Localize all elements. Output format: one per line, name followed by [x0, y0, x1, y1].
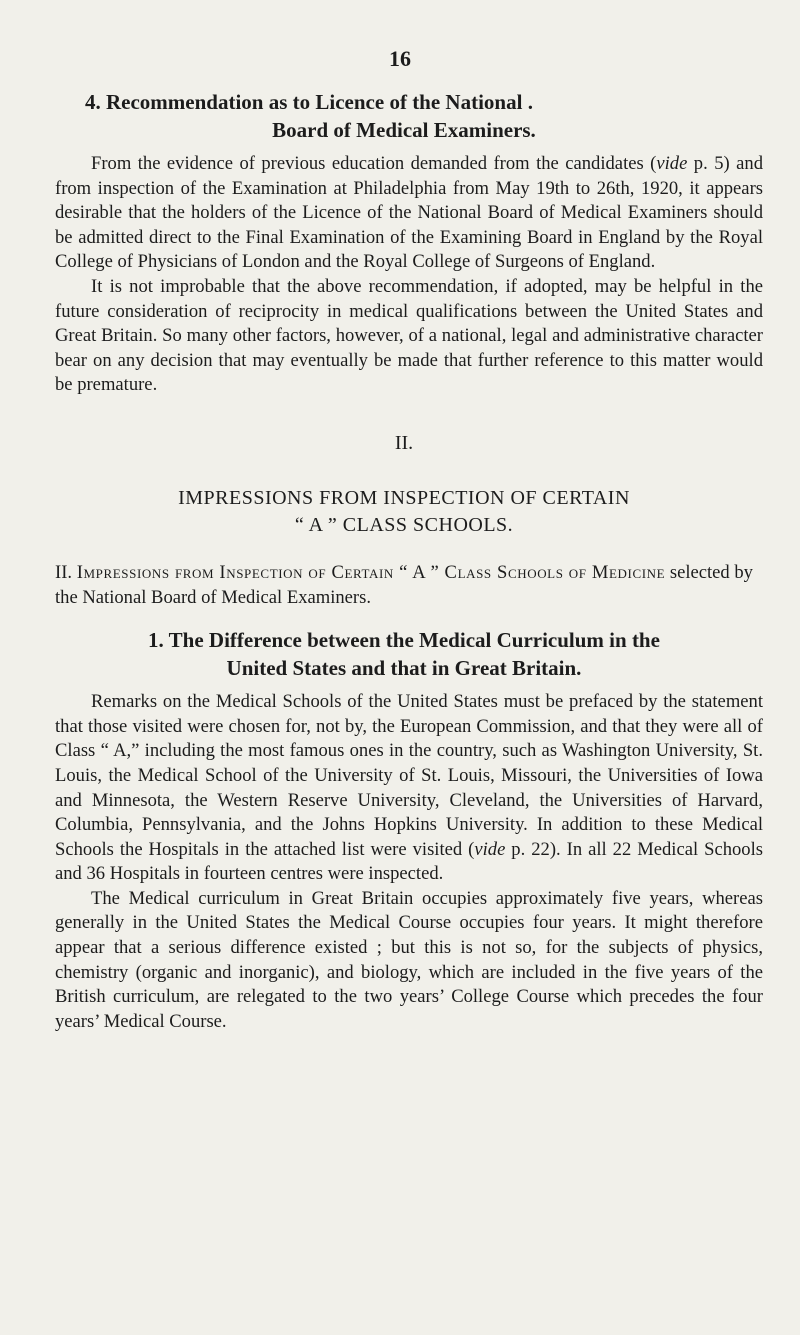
section-4-heading-line-2: Board of Medical Examiners.: [272, 118, 536, 142]
part-intro-rest: selected by the National Board of Medical Examiners.: [55, 561, 753, 608]
section-1-heading-line-1: 1. The Difference between the Medical Curriculum in the: [148, 628, 660, 653]
part-numeral: II.: [394, 431, 414, 454]
section-4-paragraph-2: It is not improbable that the above recommendation, if adopted, may be helpful in the future consideration of reciprocity in medical qualifications between the United States and Great Britain. So many other factors, however, of a national, legal and administrative character bear on any decision that may eventually be made that further reference to this matter would be premature.: [55, 275, 763, 396]
section-1-heading-line-2: United States and that in Great Britain.: [226, 656, 582, 681]
part-title: [45, 485, 763, 539]
section-1-p1-text-b: p. 22). In all 22 Medical Schools and 36 Hospitals in fourteen centres were inspected.: [55, 838, 763, 885]
section-4-p1-vide: vide: [656, 153, 688, 174]
part-intro-caps: Impressions from Inspection of Certain “ A ” Class Schools of Medicine: [76, 561, 666, 583]
part-intro: [45, 561, 763, 610]
page-content: [45, 88, 763, 1034]
section-1-paragraph-2: The Medical curriculum in Great Britain occupies approximately five years, whereas generally in the United States the Medical Course occupies four years. It might therefore appear that a serious difference existed ; but this is not so, for the subjects of physics, chemistry (organic and inorganic), and biology, which are included in the five years of the British curriculum, are relegated to the two years’ College Course which precedes the four years’ Medical Course.: [55, 887, 763, 1032]
section-1-heading: [45, 626, 763, 682]
section-4-p1-text-b: p. 5) and from inspection of the Examination at Philadelphia from May 19th to 26th, 1920, it appears desirable that the holders of the Licence of the National Board of Medical Examiners should be admitted direct to the Final Examination of the Examining Board in England by the Royal College of Physicians of London and the Royal College of Surgeons of England.: [55, 153, 763, 273]
part-intro-number: II.: [55, 561, 73, 583]
section-4-heading: [45, 88, 763, 144]
section-4-paragraph-1: [45, 152, 763, 275]
section-4-p1-text-a: From the evidence of previous education demanded from the candidates (: [91, 153, 657, 174]
section-1-p1-vide: vide: [474, 838, 506, 860]
section-1-paragraph-1: [45, 690, 763, 887]
page-number: 16: [389, 46, 411, 71]
section-1-p1-text-a: Remarks on the Medical Schools of the United States must be prefaced by the statement that those visited were chosen for, not by, the European Commission, and that they were all of Class “ A,” including the most famous ones in the country, such as Washington University, St. Louis, the Medical School of the University of St. Louis, Missouri, the Universities of Iowa and Minnesota, the Western Reserve University, Cleveland, the Universities of Harvard, Columbia, Pennsylvania, and the Johns Hopkins University. In addition to these Medical Schools the Hospitals in the attached list were visited (: [55, 691, 763, 860]
part-title-line-1: IMPRESSIONS FROM INSPECTION OF CERTAIN: [178, 486, 630, 509]
part-title-line-2: “ A ” CLASS SCHOOLS.: [294, 513, 514, 536]
section-4-heading-line-1: 4. Recommendation as to Licence of the National .: [85, 90, 533, 114]
